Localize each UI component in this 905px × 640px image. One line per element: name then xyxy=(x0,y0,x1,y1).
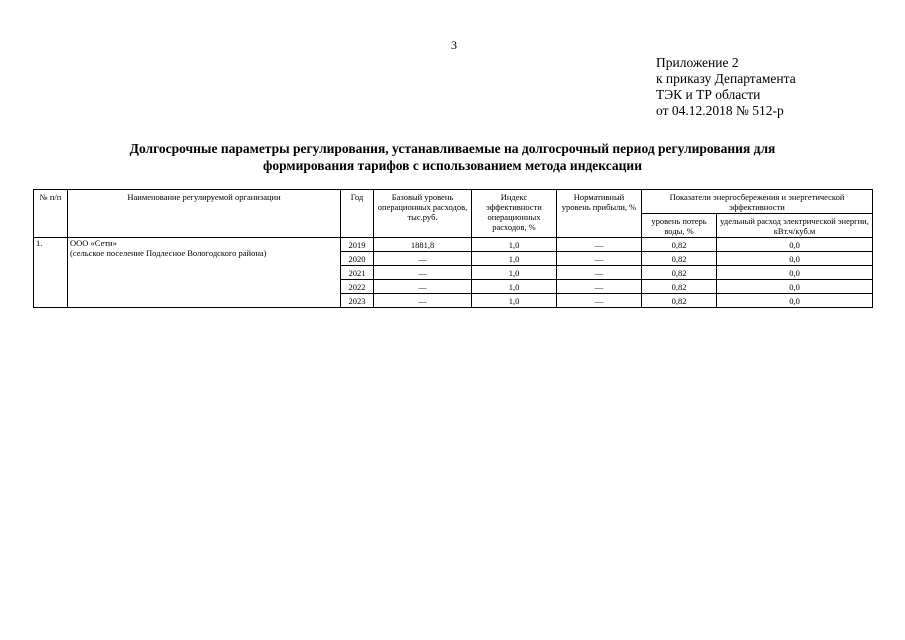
year-cell: 2019 xyxy=(341,238,374,252)
header-org: Наименование регулируемой организации xyxy=(68,190,341,238)
losses-cell: 0,82 xyxy=(642,238,717,252)
org-note: (сельское поселение Подлесное Вологодского района) xyxy=(70,248,267,258)
appendix-line: ТЭК и ТР области xyxy=(656,87,761,102)
row-number: 1. xyxy=(34,238,68,308)
appendix-line: Приложение 2 xyxy=(656,55,739,70)
org-name: ООО «Сети» xyxy=(70,238,117,248)
losses-cell: 0,82 xyxy=(642,294,717,308)
year-cell: 2022 xyxy=(341,280,374,294)
org-cell xyxy=(68,238,341,308)
consumption-cell: 0,0 xyxy=(717,238,873,252)
consumption-cell: 0,0 xyxy=(717,280,873,294)
base-cell: — xyxy=(374,252,472,266)
index-cell: 1,0 xyxy=(472,294,557,308)
document-title xyxy=(60,140,845,174)
consumption-cell: 0,0 xyxy=(717,252,873,266)
table-header-row xyxy=(34,190,873,214)
profit-cell: — xyxy=(557,252,642,266)
base-cell: — xyxy=(374,294,472,308)
page-number: 3 xyxy=(451,38,457,52)
losses-cell: 0,82 xyxy=(642,266,717,280)
profit-cell: — xyxy=(557,294,642,308)
profit-cell: — xyxy=(557,266,642,280)
header-profit: Нормативный уровень прибыли, % xyxy=(557,190,642,238)
header-energy-consumption: удельный расход электрической энергии, кВт.ч/куб.м xyxy=(717,214,873,238)
base-cell: — xyxy=(374,266,472,280)
header-energy-group: Показатели энергосбережения и энергетической эффективности xyxy=(642,190,873,214)
index-cell: 1,0 xyxy=(472,266,557,280)
profit-cell: — xyxy=(557,280,642,294)
index-cell: 1,0 xyxy=(472,280,557,294)
table-row xyxy=(34,238,873,252)
title-line: Долгосрочные параметры регулирования, устанавливаемые на долгосрочный период регулирования для xyxy=(129,141,776,156)
appendix-line: к приказу Департамента xyxy=(656,71,796,86)
title-line: формирования тарифов с использованием метода индексации xyxy=(263,158,642,173)
year-cell: 2020 xyxy=(341,252,374,266)
header-base-costs: Базовый уровень операционных расходов, тыс.руб. xyxy=(374,190,472,238)
header-water-losses: уровень потерь воды, % xyxy=(642,214,717,238)
profit-cell: — xyxy=(557,238,642,252)
consumption-cell: 0,0 xyxy=(717,294,873,308)
losses-cell: 0,82 xyxy=(642,252,717,266)
appendix-block xyxy=(656,55,796,119)
losses-cell: 0,82 xyxy=(642,280,717,294)
consumption-cell: 0,0 xyxy=(717,266,873,280)
parameters-table xyxy=(33,189,873,308)
base-cell: — xyxy=(374,280,472,294)
header-num: № п/п xyxy=(34,190,68,238)
index-cell: 1,0 xyxy=(472,252,557,266)
header-year: Год xyxy=(341,190,374,238)
index-cell: 1,0 xyxy=(472,238,557,252)
appendix-line: от 04.12.2018 № 512-р xyxy=(656,103,784,118)
year-cell: 2021 xyxy=(341,266,374,280)
header-efficiency-index: Индекс эффективности операционных расходов, % xyxy=(472,190,557,238)
base-cell: 1881,8 xyxy=(374,238,472,252)
year-cell: 2023 xyxy=(341,294,374,308)
